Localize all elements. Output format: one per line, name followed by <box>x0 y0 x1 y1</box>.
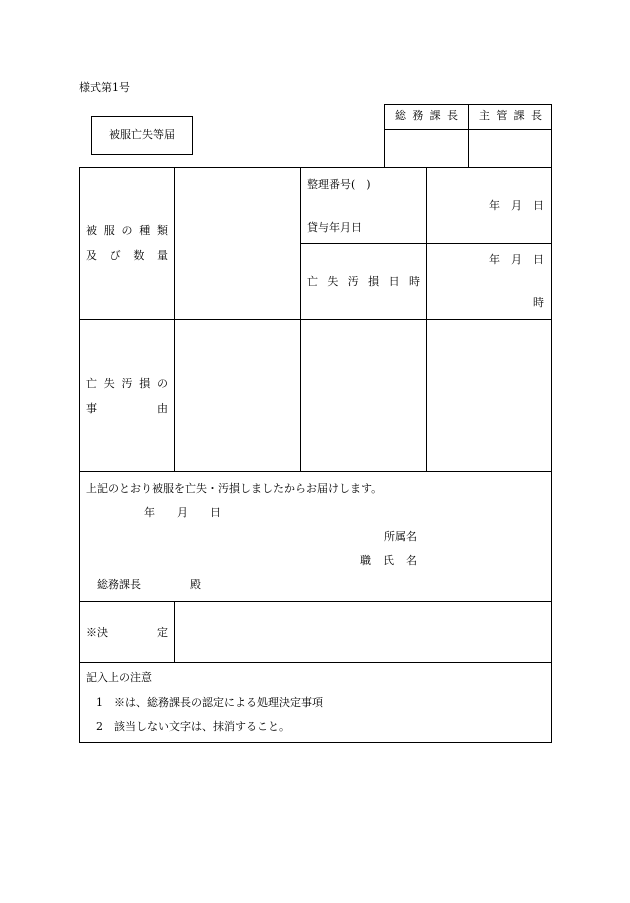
note-2-text: 該当しない文字は、抹消すること。 <box>114 720 290 733</box>
reason-label-line1: 亡 失 汚 損 の <box>86 377 168 390</box>
notes-heading: 記入上の注意 <box>86 671 152 684</box>
note-1-text: ※は、総務課長の認定による処理決定事項 <box>114 696 323 709</box>
decision-label-left: ※決 <box>86 626 108 639</box>
declaration-date: 年 月 日 <box>144 506 221 519</box>
decision-label-right: 定 <box>157 626 168 639</box>
approval-header-general-affairs: 総 務 課 長 <box>395 109 458 122</box>
form-number: 様式第1号 <box>79 81 130 94</box>
loss-datetime-label: 亡 失 汚 損 日 時 <box>307 275 420 288</box>
reference-number-label: 整理番号( ) <box>307 178 371 191</box>
loan-date-value: 年 月 日 <box>489 199 544 212</box>
note-2-number: 2 <box>96 720 103 733</box>
loan-date-label: 貸与年月日 <box>307 221 362 234</box>
decision-label <box>86 626 168 640</box>
form-title-box <box>91 116 193 155</box>
affiliation-label: 所属名 <box>384 530 417 543</box>
loss-time-value: 時 <box>533 296 544 309</box>
addressee: 総務課長 <box>97 578 141 591</box>
reason-label-line2 <box>86 402 168 416</box>
loss-date-value: 年 月 日 <box>489 253 544 266</box>
addressee-honorific: 殿 <box>190 578 201 591</box>
clothing-label-line2: 及 び 数 量 <box>86 249 168 262</box>
reason-label-left: 事 <box>86 402 97 415</box>
reason-label-right: 由 <box>157 402 168 415</box>
note-1-number: 1 <box>96 696 103 709</box>
approval-header-supervisor: 主 管 課 長 <box>479 109 542 122</box>
name-label: 職 氏 名 <box>360 554 417 567</box>
declaration-statement: 上記のとおり被服を亡失・汚損しましたからお届けします。 <box>86 482 383 495</box>
form-title: 被服亡失等届 <box>109 128 175 141</box>
clothing-label-line1: 被 服 の 種 類 <box>86 224 168 237</box>
